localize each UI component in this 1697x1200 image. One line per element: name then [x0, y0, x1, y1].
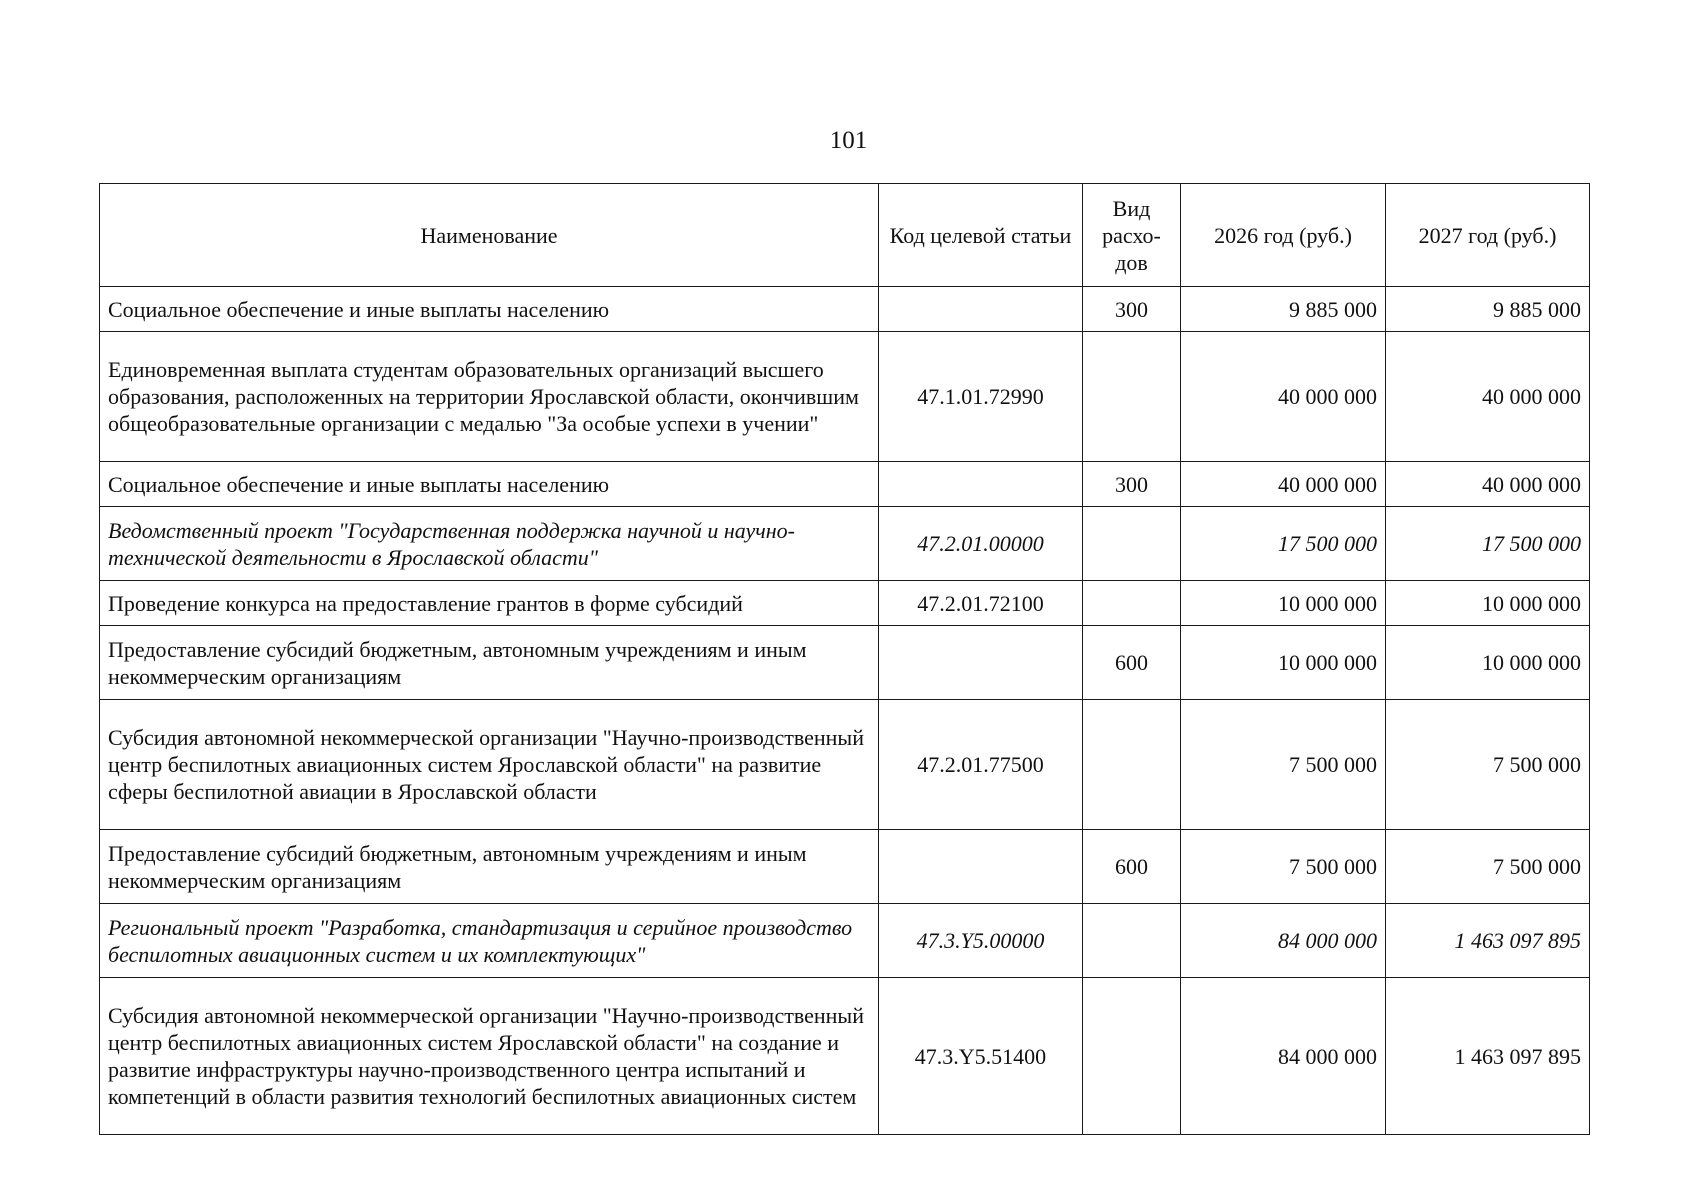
row-2026: 10 000 000: [1181, 626, 1386, 700]
row-2026: 40 000 000: [1181, 332, 1386, 462]
row-name: Субсидия автономной некоммерческой организации "Научно-производственный центр беспилотных авиационных систем Ярославской области" на создание и развитие инфраструктуры научно-производственного центра испытаний и компетенций в области развития технологий беспилотных авиационных систем: [100, 978, 879, 1135]
header-name: Наименование: [100, 184, 879, 287]
row-code: 47.2.01.77500: [879, 700, 1083, 830]
header-kind: Вид расхо-дов: [1083, 184, 1181, 287]
row-2027: 17 500 000: [1386, 507, 1590, 581]
row-2027: 7 500 000: [1386, 830, 1590, 904]
row-2026: 9 885 000: [1181, 287, 1386, 332]
header-2027: 2027 год (руб.): [1386, 184, 1590, 287]
row-code: [879, 830, 1083, 904]
row-2027: 1 463 097 895: [1386, 978, 1590, 1135]
row-2027: 7 500 000: [1386, 700, 1590, 830]
row-kind: [1083, 581, 1181, 626]
header-code: Код целевой статьи: [879, 184, 1083, 287]
row-2027: 9 885 000: [1386, 287, 1590, 332]
row-kind: 300: [1083, 287, 1181, 332]
table-row: [100, 626, 1590, 700]
table-row: [100, 904, 1590, 978]
row-kind: [1083, 904, 1181, 978]
row-2027: 40 000 000: [1386, 332, 1590, 462]
row-2027: 40 000 000: [1386, 462, 1590, 507]
header-2026: 2026 год (руб.): [1181, 184, 1386, 287]
row-2027: 1 463 097 895: [1386, 904, 1590, 978]
row-2027: 10 000 000: [1386, 581, 1590, 626]
row-code: 47.1.01.72990: [879, 332, 1083, 462]
row-code: 47.3.Y5.00000: [879, 904, 1083, 978]
row-name: Социальное обеспечение и иные выплаты населению: [100, 462, 879, 507]
row-name: Предоставление субсидий бюджетным, автономным учреждениям и иным некоммерческим организациям: [100, 830, 879, 904]
row-name: Социальное обеспечение и иные выплаты населению: [100, 287, 879, 332]
row-2026: 7 500 000: [1181, 830, 1386, 904]
row-name: Предоставление субсидий бюджетным, автономным учреждениям и иным некоммерческим организациям: [100, 626, 879, 700]
row-2026: 40 000 000: [1181, 462, 1386, 507]
budget-table: [99, 183, 1590, 1135]
row-name: Ведомственный проект "Государственная поддержка научной и научно-технической деятельности в Ярославской области": [100, 507, 879, 581]
row-code: 47.3.Y5.51400: [879, 978, 1083, 1135]
row-2027: 10 000 000: [1386, 626, 1590, 700]
row-kind: 600: [1083, 626, 1181, 700]
table-row: [100, 462, 1590, 507]
row-name: Региональный проект "Разработка, стандартизация и серийное производство беспилотных авиационных систем и их комплектующих": [100, 904, 879, 978]
page-number: 101: [829, 127, 868, 154]
row-kind: [1083, 332, 1181, 462]
row-name: Субсидия автономной некоммерческой организации "Научно-производственный центр беспилотных авиационных систем Ярославской области" на развитие сферы беспилотной авиации в Ярославской области: [100, 700, 879, 830]
row-2026: 17 500 000: [1181, 507, 1386, 581]
row-name: Проведение конкурса на предоставление грантов в форме субсидий: [100, 581, 879, 626]
table-row: [100, 978, 1590, 1135]
row-2026: 84 000 000: [1181, 904, 1386, 978]
table-row: [100, 581, 1590, 626]
table-row: [100, 830, 1590, 904]
row-code: 47.2.01.00000: [879, 507, 1083, 581]
table-header-row: [100, 184, 1590, 287]
row-code: [879, 287, 1083, 332]
row-kind: [1083, 978, 1181, 1135]
row-name: Единовременная выплата студентам образовательных организаций высшего образования, расположенных на территории Ярославской области, окончившим общеобразовательные организации с медалью "За особые успехи в учении": [100, 332, 879, 462]
table-row: [100, 332, 1590, 462]
table-row: [100, 507, 1590, 581]
row-code: [879, 626, 1083, 700]
row-kind: 600: [1083, 830, 1181, 904]
table-row: [100, 700, 1590, 830]
row-kind: 300: [1083, 462, 1181, 507]
row-2026: 10 000 000: [1181, 581, 1386, 626]
row-code: 47.2.01.72100: [879, 581, 1083, 626]
row-kind: [1083, 507, 1181, 581]
row-kind: [1083, 700, 1181, 830]
row-2026: 7 500 000: [1181, 700, 1386, 830]
row-2026: 84 000 000: [1181, 978, 1386, 1135]
table-row: [100, 287, 1590, 332]
row-code: [879, 462, 1083, 507]
